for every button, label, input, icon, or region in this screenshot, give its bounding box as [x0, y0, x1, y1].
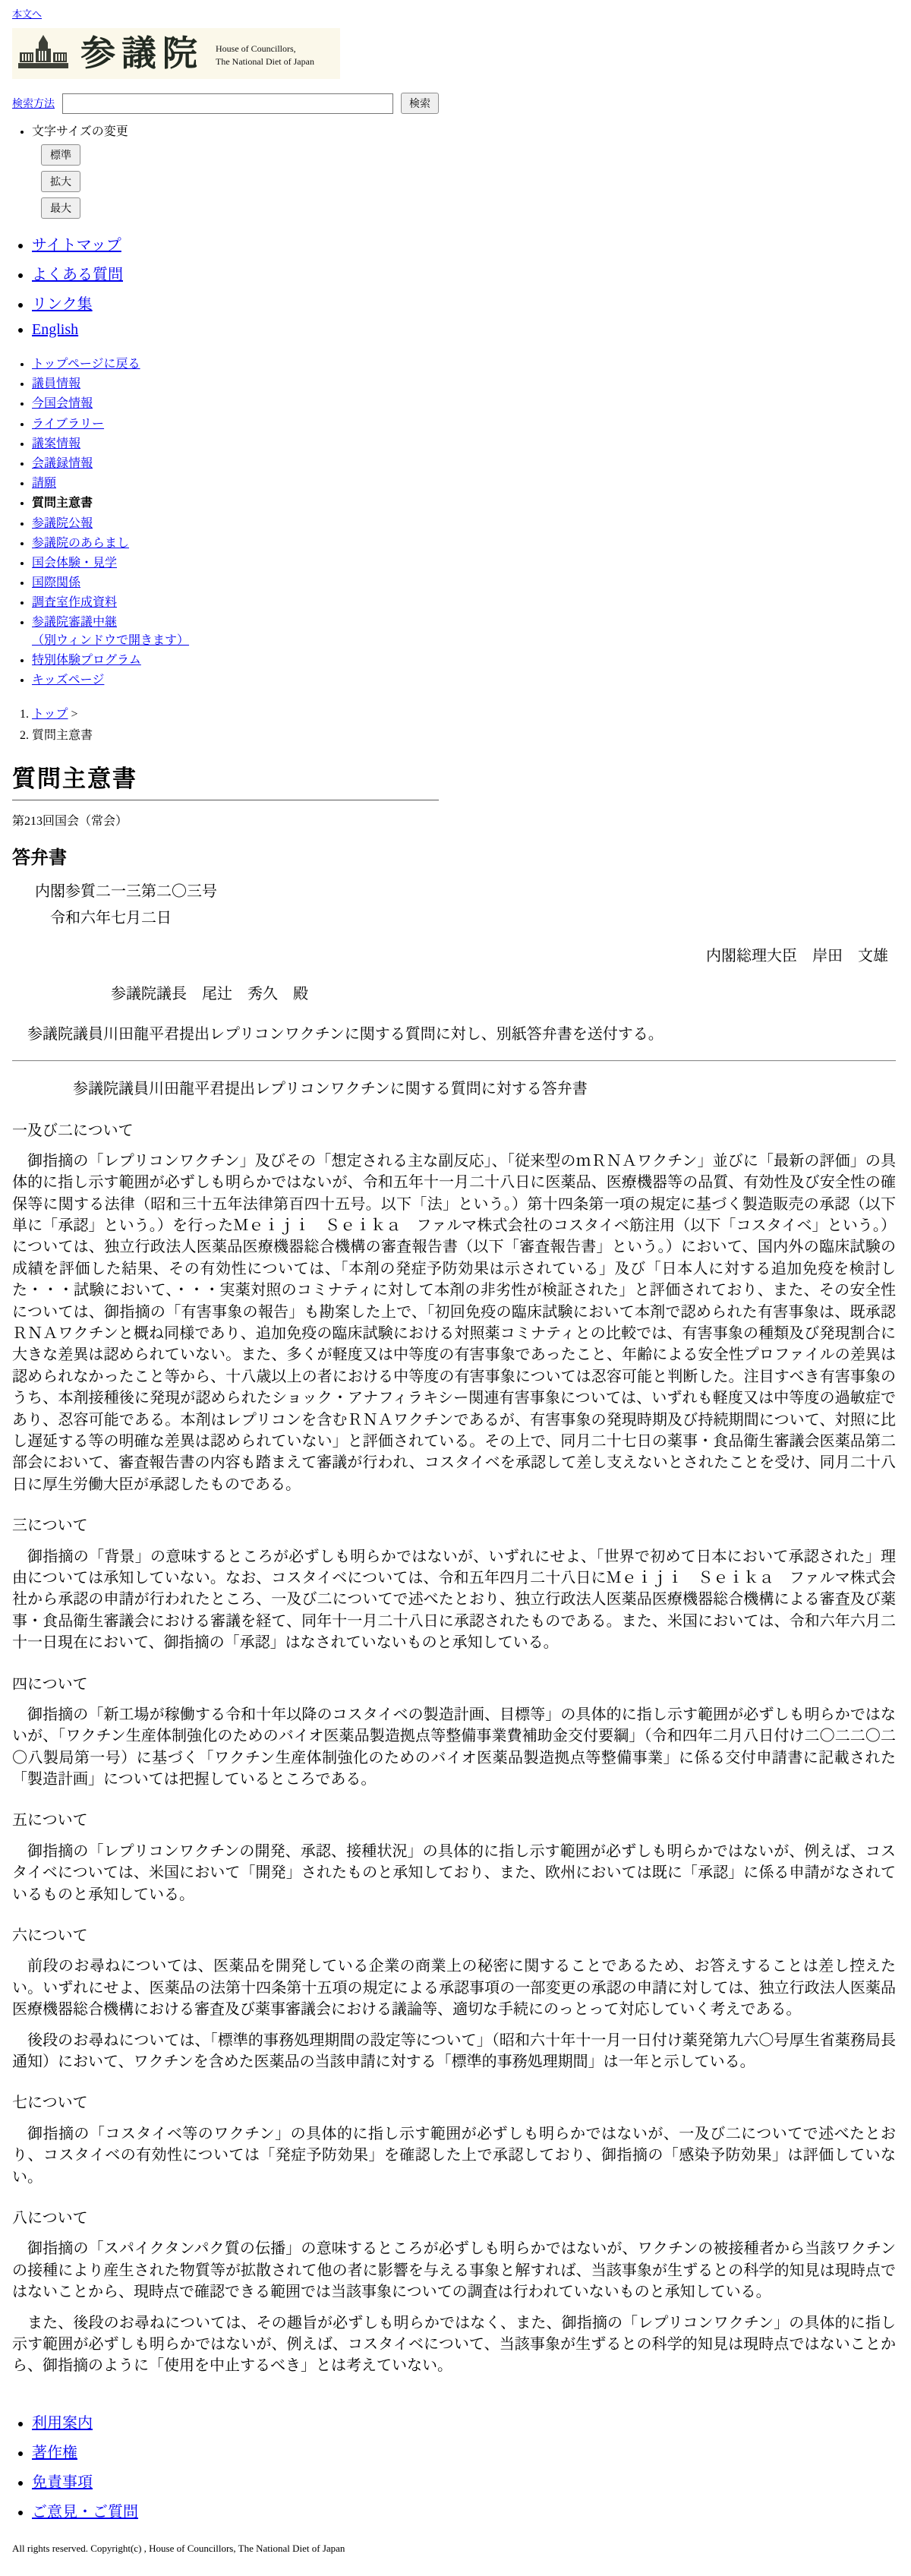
menu-item-proceedings: • 会議録情報	[32, 455, 896, 472]
nav-sitemap: • サイトマップ	[32, 232, 896, 254]
search-bar	[12, 93, 896, 114]
section-paragraph: 前段のお尋ねについては、医薬品を開発している企業の商業上の秘密に関することであるため、お答えすることは差し控えたい。いずれにせよ、医薬品の法第十四条第十五項の規定による承認事項の一部変更の承認の申請に対しては、独立行政法人医薬品医療機器総合機構における審査及び薬事審議会における議論等、適切な手続にのっとって対応していく考えである。	[12, 1958, 896, 2019]
font-size-label: 文字サイズの変更	[32, 125, 128, 138]
answer-section	[12, 1674, 896, 1791]
menu-item-bills: • 議案情報	[32, 435, 896, 453]
document-cover-text: 参議院議員川田龍平君提出レプリコンワクチンに関する質問に対し、別紙答弁書を送付する。	[27, 1025, 664, 1043]
section-heading: 五について	[12, 1812, 88, 1829]
breadcrumb-item-home: 1. トップ >	[32, 704, 896, 721]
font-size-large-button[interactable]: 拡大	[41, 171, 80, 192]
skip-to-content-link[interactable]: 本文へ	[12, 8, 43, 20]
footer-disclaimer: • 免責事項	[32, 2470, 896, 2492]
document-title: 参議院議員川田龍平君提出レプリコンワクチンに関する質問に対する答弁書	[73, 1081, 588, 1098]
section-heading: 六について	[12, 1927, 88, 1945]
session-label: 第213回国会（常会）	[12, 815, 128, 829]
document-type-heading: 答弁書	[12, 848, 67, 869]
site-logo[interactable]	[12, 28, 340, 79]
site-title: 参議院	[80, 33, 203, 73]
menu-item-memorandum-current: • 質問主意書	[32, 494, 896, 512]
menu-item-kids: • キッズページ	[32, 671, 896, 689]
answer-document	[12, 881, 896, 2376]
menu-item-international: • 国際関係	[32, 574, 896, 592]
breadcrumb-item-current: 2. 質問主意書	[32, 725, 896, 743]
breadcrumb	[12, 704, 896, 743]
section-paragraph: 御指摘の「スパイクタンパク質の伝播」の意味するところが必ずしも明らかではないが、ワクチンの被接種者から当該ワクチンの接種により産生された物質等が拡散されて他の者に影響を与える事象と解すれば、当該事象が生ずるとの科学的知見は現時点ではないことから、現時点で確認できる範囲では当該事象についての調査は行われていないものと承知している。	[12, 2240, 896, 2301]
section-heading: 八について	[12, 2209, 88, 2227]
document-sender: 内閣総理大臣 岸田 文雄	[706, 947, 888, 964]
section-heading: 一及び二について	[12, 1122, 134, 1139]
answer-section	[12, 1925, 896, 2072]
footer-guide: • 利用案内	[32, 2410, 896, 2432]
section-heading: 三について	[12, 1517, 88, 1535]
section-paragraph: 後段のお尋ねについては、「標準的事務処理期間の設定等について」（昭和六十年十一月一日付け薬発第九六〇号厚生省薬務局長通知）において、ワクチンを含めた医薬品の当該申請に対する「標準的事務処理期間」は一年と示している。	[12, 2031, 896, 2070]
search-method-link[interactable]: 検索方法	[12, 99, 55, 110]
section-paragraph: 御指摘の「レプリコンワクチンの開発、承認、接種状況」の具体的に指し示す範囲が必ずしも明らかではないが、例えば、コスタイベについては、米国において「開発」されたものと承知しており、また、欧州においては既に「承認」に係る申請がなされているものと承知している。	[12, 1842, 896, 1903]
menu-item-special-program: • 特別体験プログラム	[32, 652, 896, 669]
page-footer	[12, 2410, 896, 2555]
search-input[interactable]	[62, 93, 393, 114]
nav-english: • English	[32, 321, 896, 339]
answer-section	[12, 2208, 896, 2377]
section-paragraph: 御指摘の「レプリコンワクチン」及びその「想定される主な副反応」、「従来型のｍＲＮＡワクチン」並びに「最新の評価」の具体的に指し示す範囲が必ずしも明らかではないが、令和五年十一月二十八日に医薬品、医療機器等の品質、有効性及び安全性の確保等に関する法律（昭和三十五年法律第百四十五号。以下「法」という。）第十四条第一項の規定に基づく製造販売の承認（以下単に「承認」という。）を行ったＭｅｉｊｉ Ｓｅｉｋａ ファルマ株式会社のコスタイベ筋注用（以下「コスタイベ」という。）については、独立行政法人医薬品医療機器総合機構の審査報告書（以下「審査報告書」という。）において、国内外の臨床試験の成績を評価した結果、その有効性については、「本剤の発症予防効果は示されている」及び「日本人に対する追加免疫を検討した・・・試験において、・・・実薬対照のコミナティに対して本剤の非劣性が検証された」と評価されており、また、その安全性については、御指摘の「有害事象の報告」も勘案した上で、「初回免疫の臨床試験において本剤で認められた有害事象は、既承認ＲＮＡワクチンと概ね同様であり、追加免疫の臨床試験における対照薬コミナティとの比較では、有害事象の種類及び発現割合に大きな差異は認められていない。また、多くが軽度又は中等度の有害事象であったこと、年齢による安全性プロファイルの差異は認められなかったこと等から、十八歳以上の者における中等度の有害事象については忍容可能と判断した。注目すべき有害事象のうち、本剤接種後に発現が認められたショック・アナフィラキシー関連有害事象については、いずれも軽度又は中等度の過敏症であり、忍容可能である。本剤はレプリコンを含むＲＮＡワクチンであるが、有害事象の発現時期及び持続期間について、対照に比し遅延する等の明確な差異は認められていない」と評価されている。その上で、同月二十七日の薬事・食品衛生審議会医薬品第二部会において、審査報告書の内容も踏まえて審議が行われ、コスタイベを承認して差し支えないとされたことを受け、同月二十八日に厚生労働大臣が承認したものである。	[12, 1152, 896, 1493]
answer-section	[12, 1120, 896, 1496]
section-paragraph: 御指摘の「背景」の意味するところが必ずしも明らかではないが、いずれにせよ、「世界で初めて日本において承認された」理由については承知していない。なお、コスタイベについては、令和五年四月二十八日にＭｅｉｊｉ Ｓｅｉｋａ ファルマ株式会社から承認の申請が行われたところ、一及び二についてで述べたとおり、独立行政法人医薬品医療機器総合機構による審査及び薬事・食品衛生審議会における審議を経て、同年十一月二十八日に承認されたものである。また、米国においては、令和六年六月二十一日現在において、御指摘の「承認」はなされていないものと承知している。	[12, 1548, 896, 1652]
page-title: 質問主意書	[12, 759, 439, 800]
font-size-standard-button[interactable]: 標準	[41, 144, 80, 166]
menu-item-research-materials: • 調査室作成資料	[32, 594, 896, 611]
menu-item-overview: • 参議院のあらまし	[32, 535, 896, 552]
answer-section	[12, 2092, 896, 2188]
section-paragraph: 御指摘の「コスタイベ等のワクチン」の具体的に指し示す範囲が必ずしも明らかではないが、一及び二についてで述べたとおり、コスタイベの有効性については「発症予防効果」を確認した上で承認しており、御指摘の「感染予防効果」は評価していない。	[12, 2125, 896, 2186]
section-heading: 四について	[12, 1675, 88, 1693]
menu-item-official-gazette: • 参議院公報	[32, 515, 896, 532]
copyright-notice: All rights reserved. Copyright(c) , House of Councillors, The National Diet of Japan	[12, 2542, 345, 2554]
footer-nav	[12, 2410, 896, 2521]
page-header	[12, 6, 896, 689]
document-number: 内閣参質二一三第二〇三号	[35, 883, 217, 901]
section-heading: 七について	[12, 2095, 88, 2112]
document-divider	[12, 1060, 896, 1062]
menu-item-current-session: • 今国会情報	[32, 395, 896, 412]
site-subtitle: House of Councillors, The National Diet of Japan	[216, 43, 314, 68]
footer-contact: • ご意見・ご質問	[32, 2499, 896, 2521]
nav-faq: • よくある質問	[32, 262, 896, 284]
font-size-control	[12, 122, 896, 219]
diet-building-icon	[18, 34, 68, 73]
breadcrumb-separator: >	[68, 708, 78, 721]
document-recipient: 参議院議長 尾辻 秀久 殿	[111, 986, 308, 1003]
footer-copyright-link: • 著作権	[32, 2440, 896, 2462]
main-content	[12, 759, 896, 2376]
menu-item-library: • ライブラリー	[32, 415, 896, 433]
font-size-largest-button[interactable]: 最大	[41, 197, 80, 219]
menu-item-live-broadcast: • 参議院審議中継 （別ウィンドウで開きます）	[32, 614, 896, 649]
menu-item-visit: • 国会体験・見学	[32, 554, 896, 572]
document-date: 令和六年七月二日	[50, 909, 172, 927]
section-paragraph: 御指摘の「新工場が稼働する令和十年以降のコスタイベの製造計画、目標等」の具体的に指し示す範囲が必ずしも明らかではないが、「ワクチン生産体制強化のためのバイオ医薬品製造拠点等整備事業費補助金交付要綱」（令和四年二月八日付け二〇二二〇二〇八製局第一号）に基づく「ワクチン生産体制強化のためのバイオ医薬品製造拠点等整備事業」に係る交付申請書に記載された「製造計画」については把握しているところである。	[12, 1706, 896, 1788]
menu-item-members: • 議員情報	[32, 375, 896, 393]
section-paragraph: また、後段のお尋ねについては、その趣旨が必ずしも明らかではなく、また、御指摘の「レプリコンワクチン」の具体的に指し示す範囲が必ずしも明らかではないが、例えば、コスタイベについて、当該事象が生ずるとの科学的知見は現時点ではないことから、御指摘のように「使用を中止するべき」とは考えていない。	[12, 2314, 896, 2375]
answer-section	[12, 1810, 896, 1905]
nav-links: • リンク集	[32, 292, 896, 314]
answer-section	[12, 1515, 896, 1653]
main-menu	[12, 355, 896, 689]
menu-item-return-top: • トップページに戻る	[32, 355, 896, 373]
utility-nav	[12, 232, 896, 339]
menu-item-petitions: • 請願	[32, 475, 896, 492]
search-button[interactable]: 検索	[401, 93, 439, 114]
